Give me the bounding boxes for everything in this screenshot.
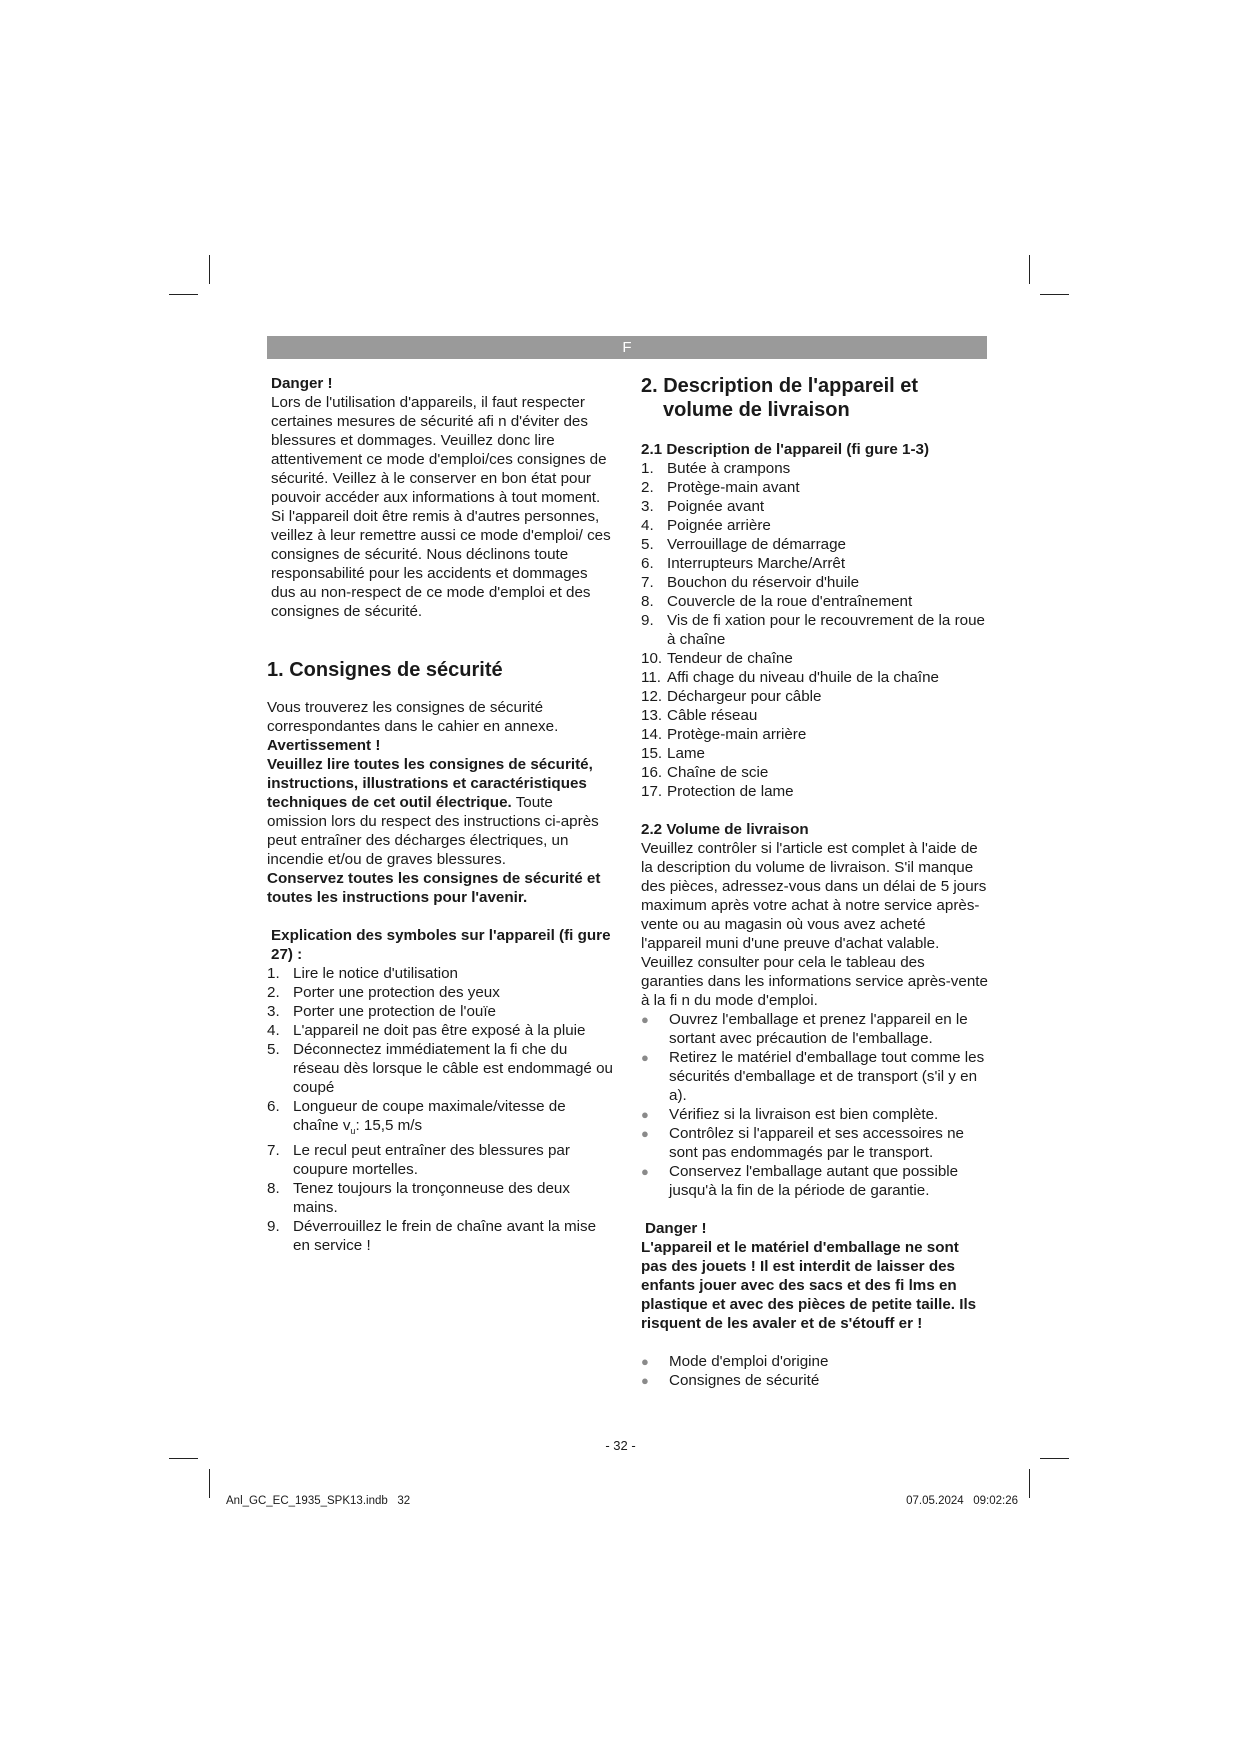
list-item bbox=[267, 964, 615, 983]
list-text: Porter une protection de l'ouïe bbox=[293, 1003, 496, 1020]
list-text: L'appareil ne doit pas être exposé à la pluie bbox=[293, 1022, 586, 1039]
list-text: Lame bbox=[667, 745, 705, 762]
subscript: u bbox=[350, 1126, 356, 1137]
list-item bbox=[641, 516, 989, 535]
list-item bbox=[641, 1048, 989, 1105]
list-item bbox=[641, 1162, 989, 1200]
bullet-icon: ● bbox=[641, 1126, 649, 1141]
safety-intro: Vous trouverez les consignes de sécurité correspondantes dans le cahier en annexe. bbox=[267, 699, 559, 735]
list-text: Lire le notice d'utilisation bbox=[293, 965, 458, 982]
list-item bbox=[641, 592, 989, 611]
bullet-icon: ● bbox=[641, 1050, 649, 1065]
crop-mark bbox=[169, 294, 198, 295]
list-text: Tendeur de chaîne bbox=[667, 650, 793, 667]
list-item bbox=[641, 1352, 989, 1371]
list-item bbox=[267, 1097, 615, 1141]
list-item bbox=[267, 1179, 615, 1217]
list-item bbox=[641, 668, 989, 687]
list-number: 15. bbox=[641, 745, 663, 762]
list-item bbox=[641, 1105, 989, 1124]
list-text: Déchargeur pour câble bbox=[667, 688, 822, 705]
documents-list bbox=[641, 1352, 989, 1390]
list-text: Vérifiez si la livraison est bien complète. bbox=[669, 1106, 939, 1123]
list-item bbox=[641, 497, 989, 516]
list-item bbox=[641, 573, 989, 592]
list-text: Interrupteurs Marche/Arrêt bbox=[667, 555, 846, 572]
delivery-paragraph: Veuillez contrôler si l'article est complet à l'aide de la description du volume de livraison. S'il manque des pièces, adressez-vous dans un délai de 5 jours maximum après votre achat à notre service après-vente ou au magasin où vous avez acheté l'appareil muni d'une preuve d'achat valable. Veuillez consulter pour cela le tableau des garanties dans les informations service après-vente à la fi n du mode d'emploi. bbox=[641, 840, 988, 1009]
list-item bbox=[641, 535, 989, 554]
list-item bbox=[267, 1002, 615, 1021]
check-list bbox=[641, 1010, 989, 1200]
list-item bbox=[641, 1010, 989, 1048]
crop-mark bbox=[209, 255, 210, 284]
list-text: Verrouillage de démarrage bbox=[667, 536, 846, 553]
list-number: 3. bbox=[267, 1003, 280, 1020]
list-item bbox=[641, 744, 989, 763]
list-item bbox=[641, 782, 989, 801]
list-number: 1. bbox=[267, 965, 280, 982]
language-header-bar: F bbox=[267, 336, 987, 359]
list-text: Mode d'emploi d'origine bbox=[669, 1353, 829, 1370]
list-text: Conservez l'emballage autant que possible jusqu'à la fin de la période de garantie. bbox=[669, 1163, 959, 1199]
list-number: 13. bbox=[641, 707, 663, 724]
list-number: 10. bbox=[641, 650, 663, 667]
danger-title-right: Danger ! bbox=[645, 1220, 707, 1237]
list-item bbox=[641, 478, 989, 497]
list-number: 12. bbox=[641, 688, 663, 705]
bullet-icon: ● bbox=[641, 1373, 649, 1388]
list-text: Retirez le matériel d'emballage tout comme les sécurités d'emballage et de transport (s'il y en a). bbox=[669, 1049, 985, 1104]
list-number: 3. bbox=[641, 498, 654, 515]
list-item bbox=[267, 1141, 615, 1179]
bullet-icon: ● bbox=[641, 1354, 649, 1369]
bullet-icon: ● bbox=[641, 1164, 649, 1179]
warning-text: Toute omission lors du respect des instructions ci-après peut entraîner des décharges électriques, un incendie et/ou de graves blessures. bbox=[267, 794, 599, 868]
left-column bbox=[267, 374, 615, 1255]
list-item bbox=[641, 706, 989, 725]
warning-bold-text: Veuillez lire toutes les consignes de sécurité, instructions, illustrations et caractéristiques techniques de cet outil électrique. bbox=[267, 756, 593, 811]
list-item bbox=[641, 1371, 989, 1390]
list-text: Bouchon du réservoir d'huile bbox=[667, 574, 860, 591]
crop-mark bbox=[1040, 1458, 1069, 1459]
crop-mark bbox=[1029, 255, 1030, 284]
list-item bbox=[267, 1040, 615, 1097]
list-text: Poignée arrière bbox=[667, 517, 771, 534]
list-text: Couvercle de la roue d'entraînement bbox=[667, 593, 913, 610]
footer-datetime: 07.05.2024 09:02:26 bbox=[906, 1495, 1018, 1507]
subsection-2-2-heading: 2.2 Volume de livraison bbox=[641, 821, 809, 838]
page-number: - 32 - bbox=[605, 1438, 636, 1453]
list-number: 6. bbox=[267, 1098, 280, 1115]
footer-file-name: Anl_GC_EC_1935_SPK13.indb 32 bbox=[226, 1495, 411, 1507]
list-text: Butée à crampons bbox=[667, 460, 791, 477]
subsection-2-1-heading: 2.1 Description de l'appareil (fi gure 1-3) bbox=[641, 441, 930, 458]
list-text: Contrôlez si l'appareil et ses accessoires ne sont pas endommagés par le transport. bbox=[669, 1125, 964, 1161]
list-number: 8. bbox=[267, 1180, 280, 1198]
crop-mark bbox=[1040, 294, 1069, 295]
list-number: 8. bbox=[641, 593, 654, 610]
list-text: Poignée avant bbox=[667, 498, 765, 515]
warning-paragraph bbox=[267, 755, 615, 869]
bullet-icon: ● bbox=[641, 1012, 649, 1027]
list-number: 7. bbox=[267, 1142, 280, 1160]
list-text: Porter une protection des yeux bbox=[293, 984, 500, 1001]
list-number: 1. bbox=[641, 460, 654, 477]
list-text: Consignes de sécurité bbox=[669, 1372, 820, 1389]
list-item bbox=[641, 687, 989, 706]
list-item bbox=[641, 459, 989, 478]
section-2-heading: 2. Description de l'appareil et volume de livraison bbox=[641, 375, 919, 421]
list-number: 17. bbox=[641, 783, 663, 800]
danger-paragraph: Lors de l'utilisation d'appareils, il faut respecter certaines mesures de sécurité afi n d'éviter des blessures et dommages. Veuillez donc lire attentivement ce mode d'emploi/ces consignes de sécurité. Veillez à le conserver en bon état pour pouvoir accéder aux informations à tout moment. Si l'appareil doit être remis à d'autres personnes, veillez à leur remettre aussi ce mode d'emploi/ ces consignes de sécurité. Nous déclinons toute responsabilité pour les accidents et dommages dus au non-respect de ce mode d'emploi et des consignes de sécurité. bbox=[271, 394, 611, 620]
symbols-heading: Explication des symboles sur l'appareil (fi gure 27) : bbox=[271, 927, 611, 963]
list-item bbox=[641, 763, 989, 782]
list-text: Vis de fi xation pour le recouvrement de la roue à chaîne bbox=[667, 612, 985, 648]
list-number: 6. bbox=[641, 555, 654, 572]
list-item bbox=[641, 649, 989, 668]
list-text-tail: : 15,5 m/s bbox=[355, 1117, 423, 1134]
list-number: 9. bbox=[641, 612, 654, 629]
list-text: Protège-main arrière bbox=[667, 726, 807, 743]
list-item bbox=[267, 983, 615, 1002]
list-item bbox=[267, 1021, 615, 1040]
list-number: 11. bbox=[641, 669, 661, 686]
warning-title: Avertissement ! bbox=[267, 737, 381, 754]
list-number: 16. bbox=[641, 764, 663, 781]
list-text: Déconnectez immédiatement la fi che du réseau dès lorsque le câble est endommagé ou coupé bbox=[293, 1041, 613, 1096]
list-number: 2. bbox=[267, 984, 280, 1001]
list-number: 5. bbox=[267, 1041, 280, 1058]
list-number: 14. bbox=[641, 726, 663, 743]
bullet-icon: ● bbox=[641, 1107, 649, 1122]
list-item bbox=[267, 1217, 615, 1255]
keep-instructions: Conservez toutes les consignes de sécurité et toutes les instructions pour l'avenir. bbox=[267, 870, 601, 906]
list-text: Câble réseau bbox=[667, 707, 758, 724]
list-number: 5. bbox=[641, 536, 654, 553]
crop-mark bbox=[1029, 1469, 1030, 1498]
crop-mark bbox=[209, 1469, 210, 1498]
list-number: 2. bbox=[641, 479, 654, 496]
list-item bbox=[641, 611, 989, 649]
list-item bbox=[641, 725, 989, 744]
danger-paragraph-right: L'appareil et le matériel d'emballage ne sont pas des jouets ! Il est interdit de laisser des enfants jouer avec des sacs et des fi lms en plastique et avec des pièces de petite taille. Ils risquent de les avaler et de s'étouff er ! bbox=[641, 1239, 977, 1332]
list-text: Affi chage du niveau d'huile de la chaîne bbox=[667, 669, 939, 686]
list-number: 7. bbox=[641, 574, 654, 591]
danger-title: Danger ! bbox=[271, 375, 333, 392]
list-text: Protège-main avant bbox=[667, 479, 800, 496]
parts-list bbox=[641, 459, 989, 801]
symbols-list bbox=[267, 964, 615, 1255]
list-text: Ouvrez l'emballage et prenez l'appareil en le sortant avec précaution de l'emballage. bbox=[669, 1011, 968, 1047]
list-text: Le recul peut entraîner des blessures par coupure mortelles. bbox=[293, 1142, 570, 1179]
list-number: 4. bbox=[267, 1022, 280, 1039]
list-text: Longueur de coupe maximale/vitesse de chaîne v bbox=[293, 1098, 566, 1134]
list-text: Déverrouillez le frein de chaîne avant la mise en service ! bbox=[293, 1218, 597, 1255]
section-1-heading: 1. Consignes de sécurité bbox=[267, 659, 503, 681]
list-number: 4. bbox=[641, 517, 654, 534]
list-number: 9. bbox=[267, 1218, 280, 1236]
list-item bbox=[641, 1124, 989, 1162]
right-column bbox=[641, 374, 989, 1390]
crop-mark bbox=[169, 1458, 198, 1459]
list-text: Chaîne de scie bbox=[667, 764, 769, 781]
list-item bbox=[641, 554, 989, 573]
list-text: Protection de lame bbox=[667, 783, 794, 800]
list-text: Tenez toujours la tronçonneuse des deux mains. bbox=[293, 1180, 570, 1217]
